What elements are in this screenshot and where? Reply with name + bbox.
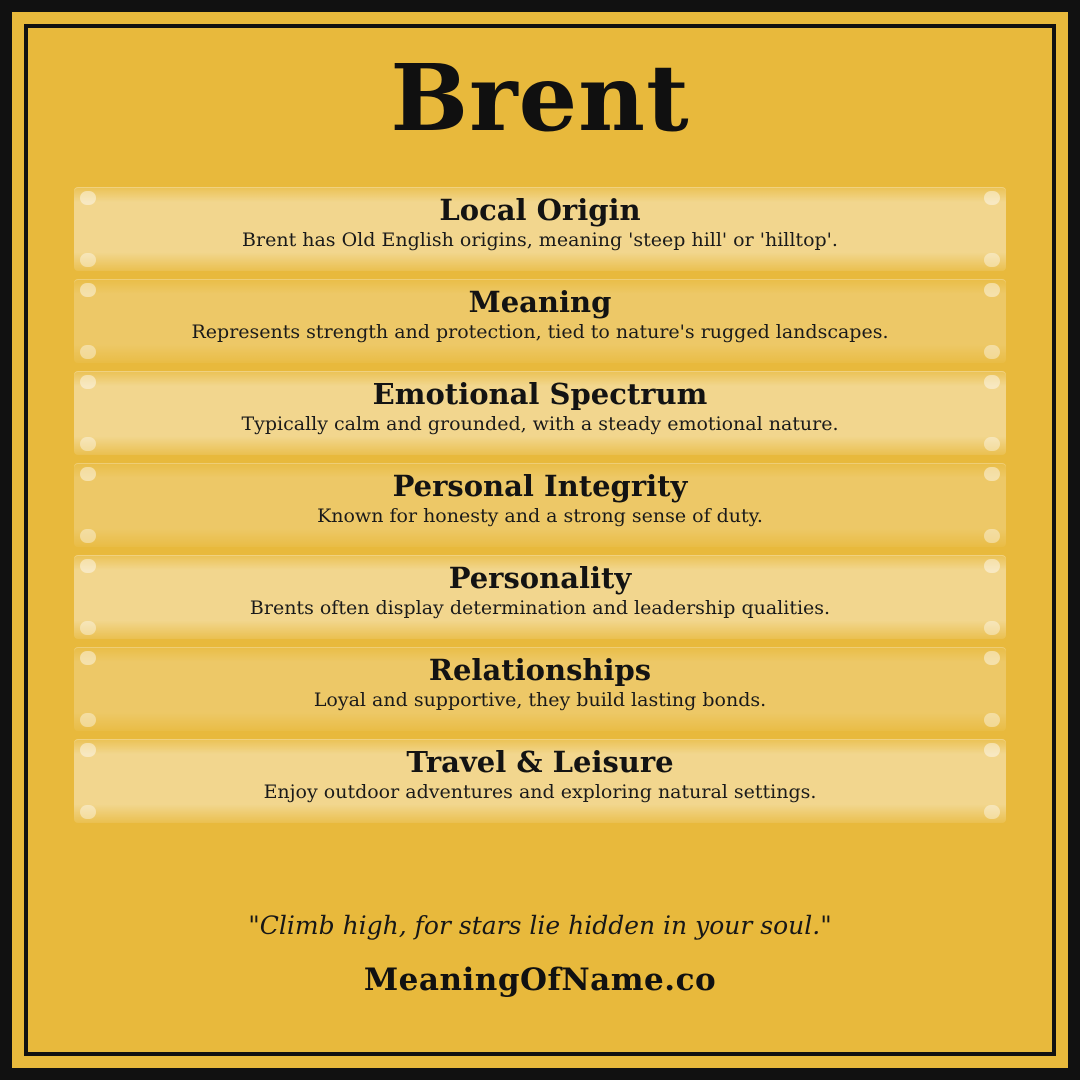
card-nub-icon: [80, 621, 96, 635]
card-nub-icon: [80, 253, 96, 267]
section-text: Brent has Old English origins, meaning 'steep hill' or 'hilltop'.: [242, 228, 838, 251]
brand-name: MeaningOfName.co: [363, 962, 717, 999]
card-nub-icon: [984, 621, 1000, 635]
section-heading: Meaning: [468, 285, 612, 320]
section-text: Loyal and supportive, they build lasting bonds.: [313, 688, 767, 711]
section-heading: Emotional Spectrum: [372, 377, 708, 412]
card-nub-icon: [984, 805, 1000, 819]
section-text: Known for honesty and a strong sense of duty.: [317, 504, 763, 527]
list-item: [74, 187, 1006, 271]
section-heading: Relationships: [428, 653, 652, 688]
card-nub-icon: [984, 437, 1000, 451]
card-nub-icon: [984, 345, 1000, 359]
list-item: [74, 555, 1006, 639]
section-text: Represents strength and protection, tied to nature's rugged landscapes.: [191, 320, 889, 343]
section-heading: Local Origin: [439, 193, 641, 228]
section-heading: Travel & Leisure: [406, 745, 674, 780]
card-nub-icon: [80, 713, 96, 727]
list-item: [74, 647, 1006, 731]
card-nub-icon: [984, 529, 1000, 543]
card-nub-icon: [80, 437, 96, 451]
poster-content: [36, 36, 1044, 1044]
page-title: Brent: [390, 44, 690, 152]
section-text: Enjoy outdoor adventures and exploring natural settings.: [263, 780, 817, 803]
list-item: [74, 463, 1006, 547]
list-item: [74, 371, 1006, 455]
card-nub-icon: [80, 345, 96, 359]
quote-text: "Climb high, for stars lie hidden in your soul.": [248, 911, 832, 941]
section-text: Typically calm and grounded, with a steady emotional nature.: [241, 412, 839, 435]
section-heading: Personal Integrity: [392, 469, 688, 504]
section-heading: Personality: [448, 561, 632, 596]
card-nub-icon: [984, 253, 1000, 267]
card-nub-icon: [80, 529, 96, 543]
card-nub-icon: [984, 713, 1000, 727]
card-nub-icon: [80, 805, 96, 819]
list-item: [74, 739, 1006, 823]
sections-list: [36, 187, 1044, 823]
list-item: [74, 279, 1006, 363]
section-text: Brents often display determination and leadership qualities.: [249, 596, 831, 619]
